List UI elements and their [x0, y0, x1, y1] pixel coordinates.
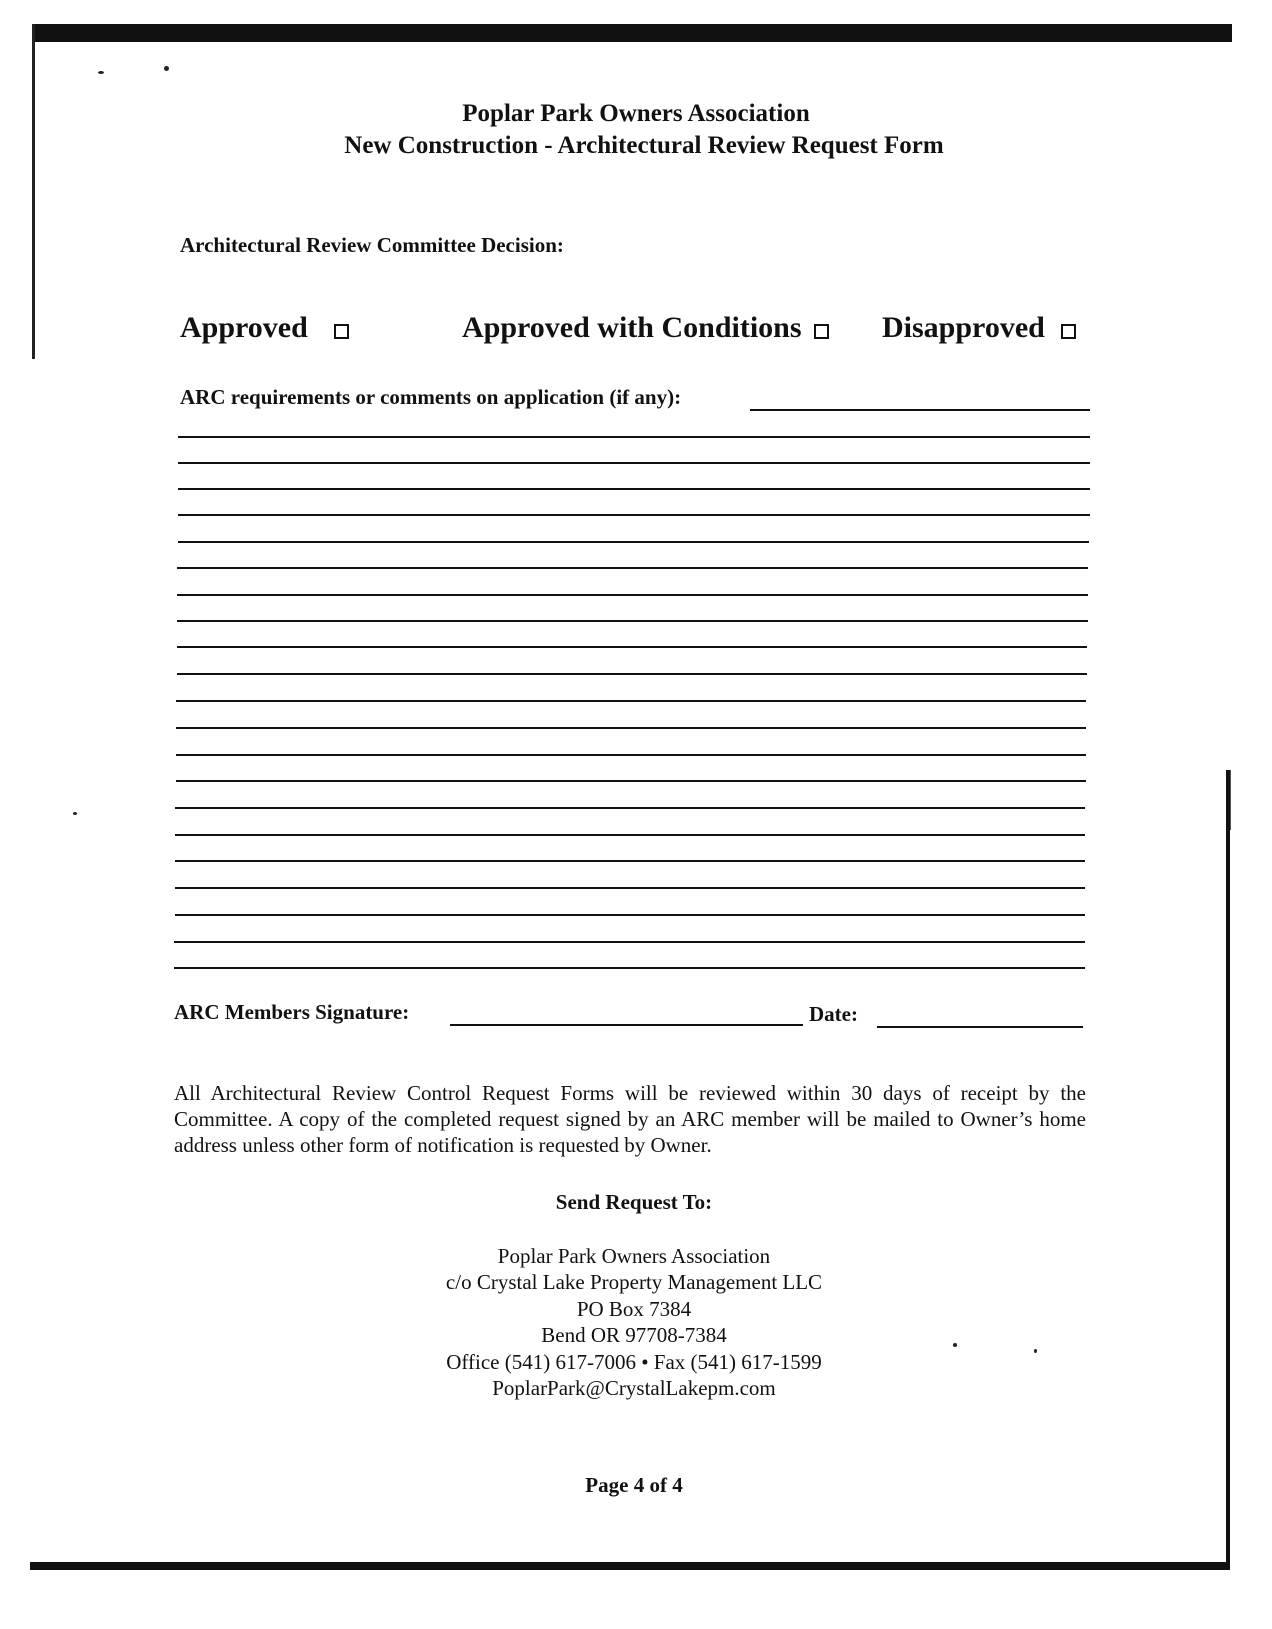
- comments-line[interactable]: [178, 436, 1090, 438]
- comments-line[interactable]: [175, 887, 1085, 889]
- org-name: Poplar Park Owners Association: [462, 100, 810, 127]
- comments-line[interactable]: [175, 860, 1085, 862]
- option-disapproved-label: Disapproved: [882, 311, 1045, 344]
- send-request-heading: Send Request To:: [555, 1190, 713, 1214]
- scan-speck: [164, 66, 169, 71]
- mailing-address: [0, 1243, 1270, 1401]
- comments-line[interactable]: [178, 488, 1090, 490]
- comments-line[interactable]: [177, 567, 1088, 569]
- comments-line[interactable]: [176, 754, 1086, 756]
- option-disapproved[interactable]: [882, 311, 1076, 345]
- comments-line[interactable]: [176, 727, 1086, 729]
- disapproved-checkbox[interactable]: [1061, 324, 1076, 339]
- contact-phone-fax: Office (541) 617-7006 • Fax (541) 617-1599: [446, 1349, 822, 1374]
- signature-label: ARC Members Signature:: [174, 1000, 410, 1024]
- option-approved-with-conditions[interactable]: [462, 311, 829, 345]
- scan-speck: [98, 71, 104, 74]
- page-border-left: [32, 24, 35, 359]
- page-border-bottom: [30, 1562, 1230, 1570]
- approved-with-conditions-checkbox[interactable]: [814, 324, 829, 339]
- comments-line[interactable]: [174, 941, 1085, 943]
- comments-line[interactable]: [177, 594, 1088, 596]
- date-field[interactable]: [877, 1026, 1083, 1028]
- page-border-right: [1226, 770, 1230, 1570]
- address-line: Bend OR 97708-7384: [541, 1323, 727, 1348]
- comments-line[interactable]: [175, 914, 1085, 916]
- option-approved[interactable]: [180, 311, 349, 345]
- comments-line[interactable]: [178, 541, 1089, 543]
- address-line: c/o Crystal Lake Property Management LLC: [445, 1270, 823, 1295]
- comments-line[interactable]: [177, 620, 1088, 622]
- comments-line[interactable]: [177, 646, 1087, 648]
- page-number: Page 4 of 4: [585, 1473, 683, 1497]
- date-label: Date:: [809, 1002, 858, 1026]
- approved-checkbox[interactable]: [334, 324, 349, 339]
- comments-line[interactable]: [178, 462, 1090, 464]
- comments-line[interactable]: [175, 807, 1085, 809]
- comments-line[interactable]: [750, 409, 1090, 411]
- signature-field[interactable]: [450, 1024, 803, 1026]
- form-title: New Construction - Architectural Review Request Form: [344, 132, 944, 159]
- comments-line[interactable]: [176, 780, 1086, 782]
- decision-label: Architectural Review Committee Decision:: [180, 233, 564, 257]
- scan-speck: [73, 812, 77, 815]
- comments-line[interactable]: [177, 673, 1087, 675]
- comments-line[interactable]: [174, 967, 1085, 969]
- address-line: Poplar Park Owners Association: [497, 1244, 771, 1268]
- comments-line[interactable]: [176, 700, 1086, 702]
- option-approved-label: Approved: [180, 311, 308, 344]
- page-border-top: [32, 24, 1232, 42]
- comments-label: ARC requirements or comments on application (if any):: [180, 385, 682, 409]
- review-notice: All Architectural Review Control Request Forms will be reviewed within 30 days of receipt by the Committee. A copy of the completed request signed by an ARC member will be mailed to Owner’s home address unless other form of notification is requested by Owner.: [174, 1081, 1086, 1157]
- comments-line[interactable]: [175, 834, 1085, 836]
- address-line: PO Box 7384: [576, 1296, 692, 1321]
- page-border-right-thin: [1230, 770, 1231, 830]
- option-approved-with-conditions-label: Approved with Conditions: [462, 311, 802, 344]
- contact-email: PoplarPark@CrystalLakepm.com: [492, 1376, 776, 1401]
- comments-line[interactable]: [178, 514, 1090, 516]
